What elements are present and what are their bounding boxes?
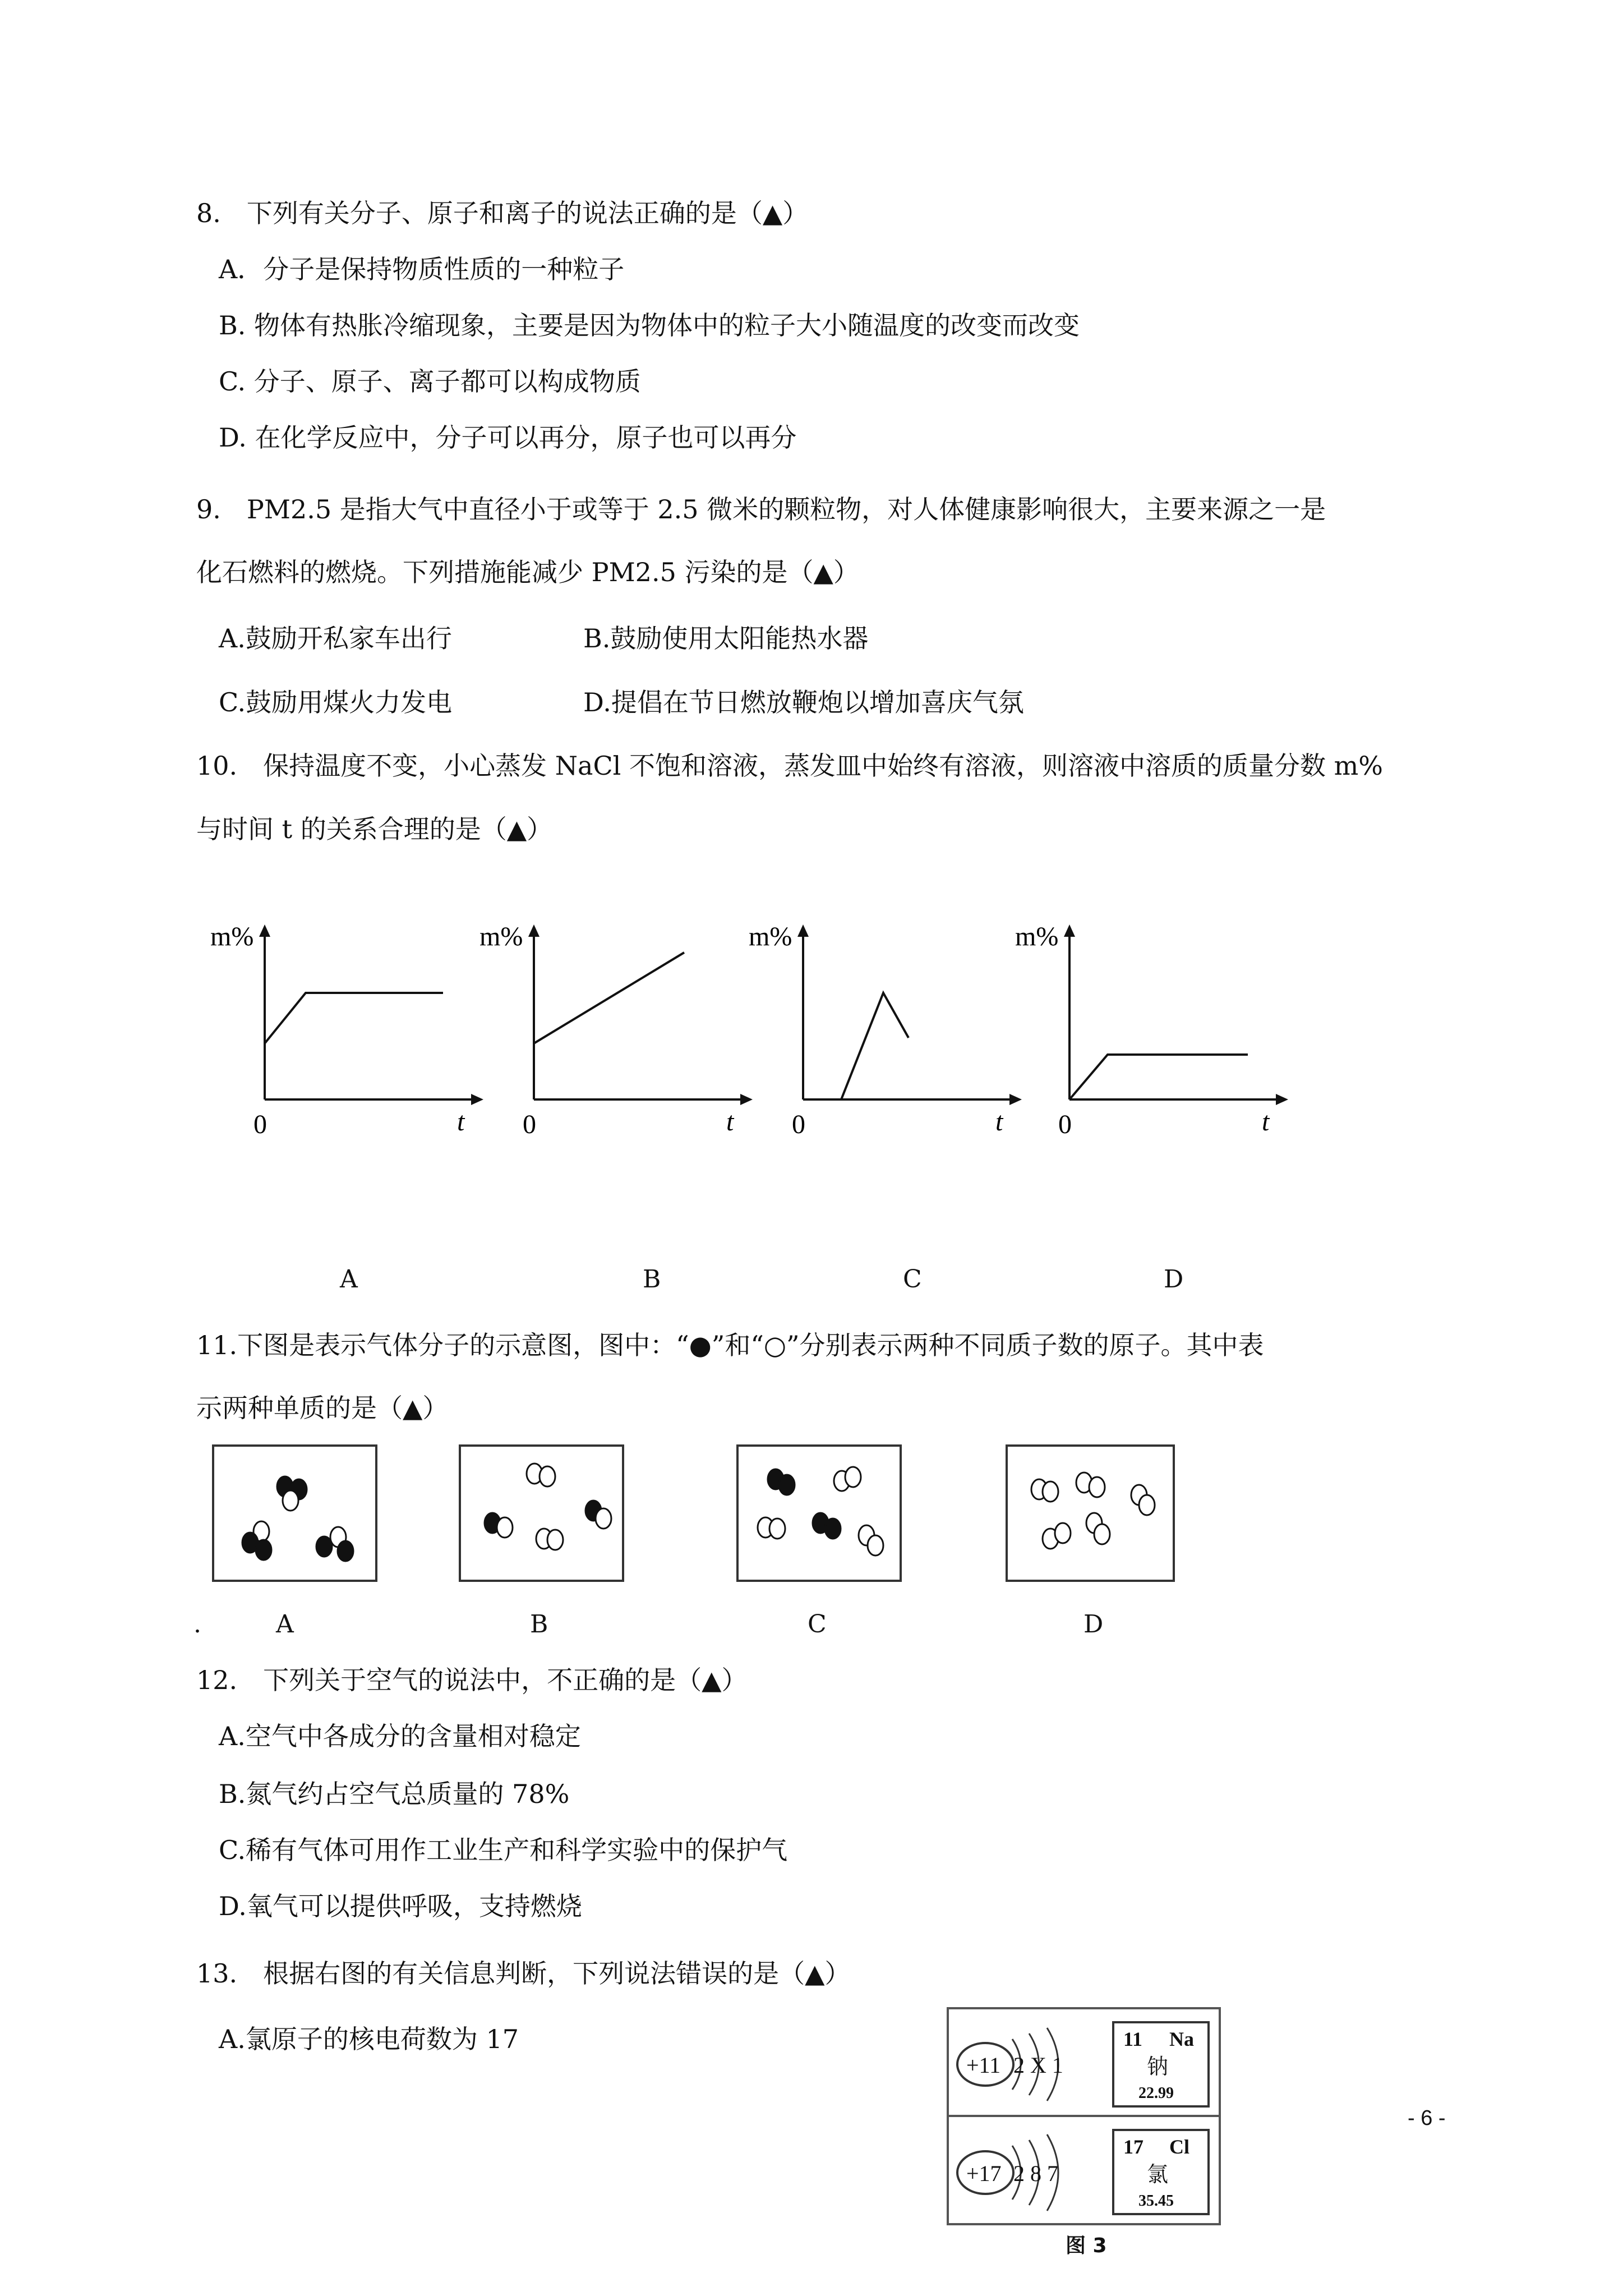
- na-name: 钠: [1147, 2054, 1169, 2079]
- na-mass: 22.99: [1138, 2085, 1174, 2102]
- molecule-box-b: [459, 1444, 624, 1582]
- box-label-c: C: [808, 1610, 827, 1639]
- q12-option-a: A.空气中各成分的含量相对稳定: [219, 1721, 581, 1751]
- q13-stem: 13. 根据右图的有关信息判断，下列说法错误的是（▲）: [196, 1958, 851, 1989]
- q8-option-c: C. 分子、原子、离子都可以构成物质: [219, 366, 641, 397]
- q9-option-b: B.鼓励使用太阳能热水器: [583, 623, 869, 654]
- q9-stem-line1: 9. PM2.5 是指大气中直径小于或等于 2.5 微米的颗粒物，对人体健康影响很大，主要来源之一是: [196, 494, 1326, 524]
- na-nucleus: +11: [966, 2053, 1001, 2078]
- q8-option-d: D. 在化学反应中，分子可以再分，原子也可以再分: [219, 422, 797, 453]
- q11-stem-line1: 11.下图是表示气体分子的示意图，图中：“●”和“○”分别表示两种不同质子数的原子。其中表: [196, 1330, 1264, 1360]
- cl-number: 17: [1123, 2136, 1144, 2158]
- graph-d-xlabel: t: [1262, 1107, 1270, 1137]
- graph-label-a: A: [340, 1265, 358, 1294]
- graph-a-xlabel: t: [457, 1107, 465, 1137]
- q11-stem-line2: 示两种单质的是（▲）: [196, 1393, 449, 1423]
- graph-a-origin: 0: [253, 1110, 267, 1139]
- graph-b: [471, 914, 763, 1150]
- molecule-box-c: [736, 1444, 902, 1582]
- q12-stem: 12. 下列关于空气的说法中，不正确的是（▲）: [196, 1665, 748, 1695]
- page-number: - 6 -: [1408, 2106, 1446, 2130]
- box-label-a: A: [276, 1610, 294, 1639]
- q8-stem: 8. 下列有关分子、原子和离子的说法正确的是（▲）: [196, 198, 809, 228]
- graph-label-b: B: [643, 1265, 661, 1294]
- graph-b-origin: 0: [523, 1110, 536, 1139]
- cl-nucleus: +17: [966, 2161, 1002, 2186]
- graph-d: [1007, 914, 1298, 1150]
- atom-figure: [945, 2005, 1225, 2263]
- box-label-b: B: [530, 1610, 548, 1639]
- na-shells: 2 X 1: [1013, 2053, 1063, 2078]
- q9-option-c: C.鼓励用煤火力发电: [219, 687, 453, 717]
- molecule-box-a: [212, 1444, 377, 1582]
- na-symbol: Na: [1169, 2028, 1194, 2050]
- q10-stem-line2: 与时间 t 的关系合理的是（▲）: [196, 814, 553, 844]
- molecule-box-d: [1006, 1444, 1175, 1582]
- graph-a-ylabel: m%: [210, 922, 254, 951]
- graph-b-xlabel: t: [726, 1107, 734, 1137]
- graph-c-origin: 0: [792, 1110, 805, 1139]
- graph-c-ylabel: m%: [749, 922, 792, 951]
- graph-label-d: D: [1164, 1265, 1184, 1294]
- graph-d-origin: 0: [1058, 1110, 1072, 1139]
- cl-symbol: Cl: [1169, 2136, 1189, 2158]
- q9-option-d: D.提倡在节日燃放鞭炮以增加喜庆气氛: [583, 687, 1024, 717]
- cl-shells: 2 8 7: [1013, 2161, 1058, 2186]
- q10-stem-line1: 10. 保持温度不变，小心蒸发 NaCl 不饱和溶液，蒸发皿中始终有溶液，则溶液中溶质的质量分数 m%: [196, 751, 1383, 781]
- graph-a: [202, 914, 494, 1150]
- na-number: 11: [1123, 2028, 1143, 2050]
- q12-option-c: C.稀有气体可用作工业生产和科学实验中的保护气: [219, 1835, 788, 1865]
- q9-option-a: A.鼓励开私家车出行: [219, 623, 452, 654]
- graph-label-c: C: [903, 1265, 922, 1294]
- q8-option-a: A．分子是保持物质性质的一种粒子: [219, 254, 625, 284]
- graph-b-ylabel: m%: [479, 922, 523, 951]
- graph-c: [740, 914, 1032, 1150]
- graph-d-ylabel: m%: [1015, 922, 1059, 951]
- q8-option-b: B. 物体有热胀冷缩现象，主要是因为物体中的粒子大小随温度的改变而改变: [219, 310, 1080, 341]
- q13-option-a: A.氯原子的核电荷数为 17: [219, 2024, 519, 2054]
- figure-caption: 图 3: [1066, 2234, 1107, 2257]
- q12-option-d: D.氧气可以提供呼吸，支持燃烧: [219, 1891, 582, 1921]
- q12-option-b: B.氮气约占空气总质量的 78%: [219, 1779, 570, 1809]
- cl-name: 氯: [1147, 2162, 1169, 2187]
- cl-mass: 35.45: [1138, 2192, 1174, 2210]
- graph-c-xlabel: t: [995, 1107, 1003, 1137]
- q11-stray-dot: .: [193, 1610, 201, 1639]
- box-label-d: D: [1083, 1610, 1104, 1639]
- q9-stem-line2: 化石燃料的燃烧。下列措施能减少 PM2.5 污染的是（▲）: [196, 557, 859, 587]
